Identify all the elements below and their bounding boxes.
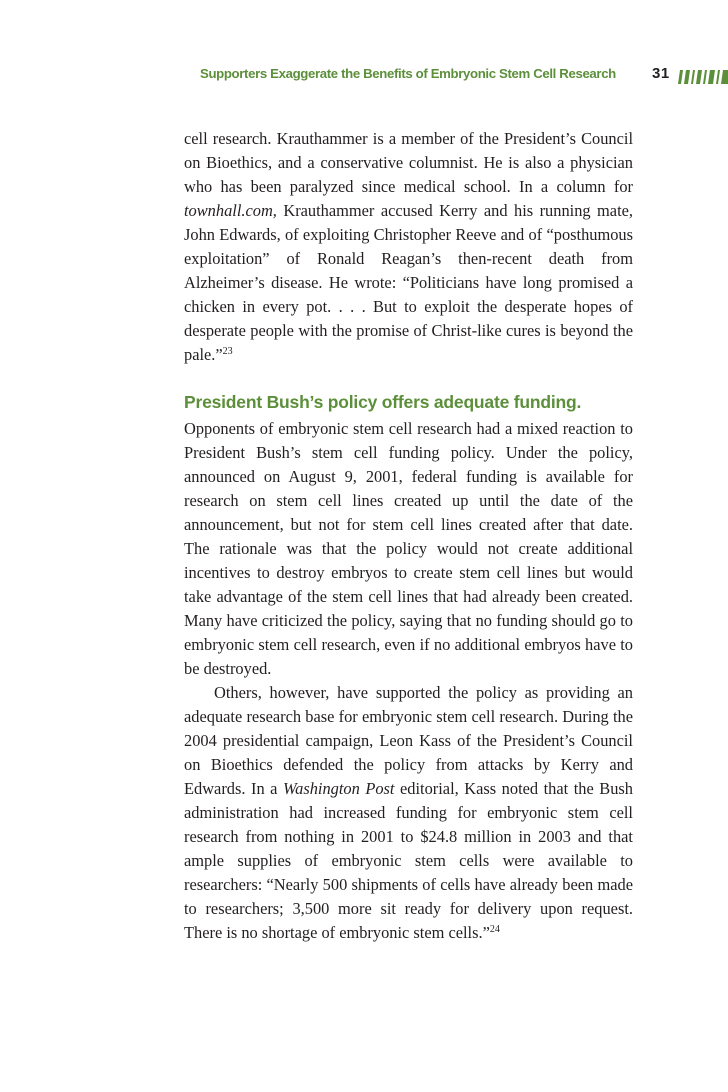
running-head-title: Supporters Exaggerate the Benefits of Embryonic Stem Cell Research bbox=[200, 66, 616, 81]
paragraph-opponents: Opponents of embryonic stem cell research had a mixed reaction to President Bush’s stem cell funding policy. Under the policy, announced on August 9, 2001, federal funding is available for research on stem cell lines created up until the date of the announcement, but not for stem cell lines created after that date. The rationale was that the policy would not create additional incentives to destroy embryos to create stem cell lines but would take advantage of the stem cell lines that had already been created. Many have criticized the policy, saying that no funding should go to embryonic stem cell research, even if no additional embryos have to be destroyed. bbox=[184, 419, 633, 678]
italic-washington-post: Washington Post bbox=[283, 779, 395, 798]
footnote-marker-23: 23 bbox=[222, 346, 233, 357]
section-heading: President Bush’s policy offers adequate funding. bbox=[184, 392, 582, 412]
page-number: 31 bbox=[652, 65, 670, 82]
paragraph-supporters: Others, however, have supported the policy as providing an adequate research base for embryonic stem cell research. During the 2004 presidential campaign, Leon Kass of the President’s Council on Bioethics defended the policy from attacks by Kerry and Edwards. In a Washington Post editorial, Kass noted that the Bush administration had increased funding for embryonic stem cell research from nothing in 2001 to $24.8 million in 2003 and that ample supplies of embryonic stem cells were available to researchers: “Nearly 500 shipments of cells have already been made to researchers; 3,500 more sit ready for delivery upon request. There is no shortage of embryonic stem cells.”$^{24}$ bbox=[184, 683, 634, 942]
italic-townhall: townhall.com, bbox=[184, 201, 277, 220]
decorative-stripes bbox=[678, 70, 728, 84]
footnote-marker-24: 24 bbox=[489, 924, 500, 935]
page-body bbox=[184, 127, 633, 945]
paragraph-krauthammer: cell research. Krauthammer is a member of the President’s Council on Bioethics, and a conservative columnist. He is also a physician who has been paralyzed since medical school. In a column for townhall.com, Krauthammer accused Kerry and his running mate, John Edwards, of exploiting Christopher Reeve and of “posthumous exploitation” of Ronald Reagan’s then-recent death from Alzheimer’s disease. He wrote: “Politicians have long promised a chicken in every pot. . . . But to exploit the desperate hopes of desperate people with the promise of Christ-like cures is beyond the pale.”$^{23}$ bbox=[184, 129, 633, 364]
